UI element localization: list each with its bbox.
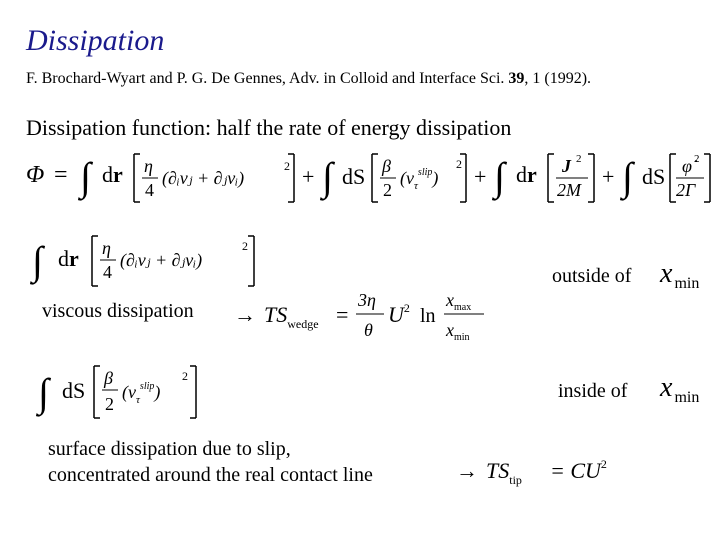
main-dissipation-equation bbox=[22, 148, 712, 208]
beta-numerator: β bbox=[382, 156, 391, 176]
bracket-open-3 bbox=[548, 154, 554, 202]
integral-symbol-3: ∫ bbox=[494, 154, 505, 199]
viscous-integral bbox=[30, 230, 280, 290]
integral-symbol-2: ∫ bbox=[322, 154, 333, 199]
eta-numerator: η bbox=[144, 156, 153, 176]
integral-symbol-4: ∫ bbox=[622, 154, 633, 199]
surface-line-1: surface dissipation due to slip, bbox=[48, 438, 291, 460]
sq-1: 2 bbox=[284, 159, 290, 173]
TS-tip: $TS_{tip}$ bbox=[486, 458, 522, 487]
CU-squared: = $CU^2$ bbox=[550, 457, 607, 483]
sq-2: 2 bbox=[456, 157, 462, 171]
four-denominator: 4 bbox=[145, 180, 154, 200]
bracket-close-3 bbox=[588, 154, 594, 202]
theta-denominator: θ bbox=[364, 320, 373, 340]
grad-term-1: (∂ᵢvⱼ + ∂ⱼvᵢ) bbox=[162, 168, 245, 188]
reference-citation bbox=[26, 70, 591, 88]
sq-5: 2 bbox=[242, 239, 248, 253]
integral-symbol-5: ∫ bbox=[32, 238, 43, 283]
beta-numerator-2: β bbox=[104, 368, 113, 388]
eta-numerator-2: η bbox=[102, 238, 111, 258]
viscous-dissipation-label: viscous dissipation bbox=[42, 300, 194, 322]
three-eta: 3η bbox=[358, 290, 376, 310]
sq-4: 2 bbox=[694, 153, 700, 165]
integral-symbol-1: ∫ bbox=[80, 154, 91, 199]
xmin-denom: $x_{min}$ bbox=[446, 320, 470, 343]
xmin-outside: x $_{min}$ bbox=[660, 258, 700, 292]
tip-dissipation-equation bbox=[454, 448, 644, 494]
U-squared: $U^2$ bbox=[388, 301, 410, 327]
reference-volume: 39 bbox=[508, 70, 525, 87]
bracket-close-4 bbox=[704, 154, 710, 202]
dS-2: dS bbox=[642, 164, 666, 189]
arrow-1: → bbox=[234, 302, 256, 327]
two-denominator: 2 bbox=[383, 180, 392, 200]
equals-sign: = bbox=[54, 162, 68, 188]
ln: ln bbox=[420, 305, 436, 327]
wedge-dissipation-equation bbox=[232, 288, 492, 348]
dissipation-function-heading: Dissipation function: half the rate of energy dissipation bbox=[26, 115, 512, 140]
bracket-open-2 bbox=[372, 154, 378, 202]
outside-of-label: outside of bbox=[552, 265, 632, 287]
J-numerator: J bbox=[562, 156, 571, 176]
equals-2: = bbox=[336, 302, 349, 327]
grad-term-2: (∂ᵢvⱼ + ∂ⱼvᵢ) bbox=[120, 250, 203, 270]
dS-3: dS bbox=[62, 378, 86, 403]
plus-2: + bbox=[474, 164, 487, 189]
dr-3: dr bbox=[58, 246, 79, 271]
twoGamma-denominator: 2Γ bbox=[676, 180, 696, 200]
inside-of-label: inside of bbox=[558, 380, 628, 402]
plus-1: + bbox=[302, 164, 315, 189]
bracket-close-5 bbox=[248, 236, 254, 286]
sq-6: 2 bbox=[182, 369, 188, 383]
bracket-open-5 bbox=[92, 236, 98, 286]
dS-1: dS bbox=[342, 164, 366, 189]
two-denominator-2: 2 bbox=[105, 394, 114, 414]
four-denominator-2: 4 bbox=[103, 262, 112, 282]
dr-2: dr bbox=[516, 162, 537, 187]
arrow-2: → bbox=[456, 458, 478, 483]
reference-rest: , 1 (1992). bbox=[524, 70, 592, 87]
reference-authors: F. Brochard-Wyart and P. G. De Gennes, Adv. in Colloid and Interface Sci. bbox=[26, 70, 509, 87]
phidot-numerator: φ̇ bbox=[682, 156, 692, 176]
slide-title: Dissipation bbox=[26, 24, 165, 57]
surface-dissipation-label bbox=[48, 436, 468, 488]
phi-symbol: Φ bbox=[26, 162, 45, 188]
sq-3: 2 bbox=[576, 153, 582, 165]
plus-3: + bbox=[602, 164, 615, 189]
TS-wedge: $TS_{wedge}$ bbox=[264, 302, 319, 331]
dr-1: dr bbox=[102, 162, 123, 187]
bracket-open-6 bbox=[94, 366, 100, 418]
slip-velocity: $(v_\tau^{slip})$ bbox=[400, 167, 439, 192]
xmax: $x_{max}$ bbox=[446, 290, 472, 313]
surface-line-2: concentrated around the real contact line bbox=[48, 464, 373, 486]
surface-integral bbox=[36, 358, 216, 424]
bracket-open-1 bbox=[134, 154, 140, 202]
xmin-inside: x $_{min}$ bbox=[660, 372, 700, 406]
twoM-denominator: 2M bbox=[557, 180, 581, 200]
bracket-close-6 bbox=[190, 366, 196, 418]
slip-velocity-2: $(v_\tau^{slip})$ bbox=[122, 381, 161, 406]
integral-symbol-6: ∫ bbox=[38, 370, 49, 415]
